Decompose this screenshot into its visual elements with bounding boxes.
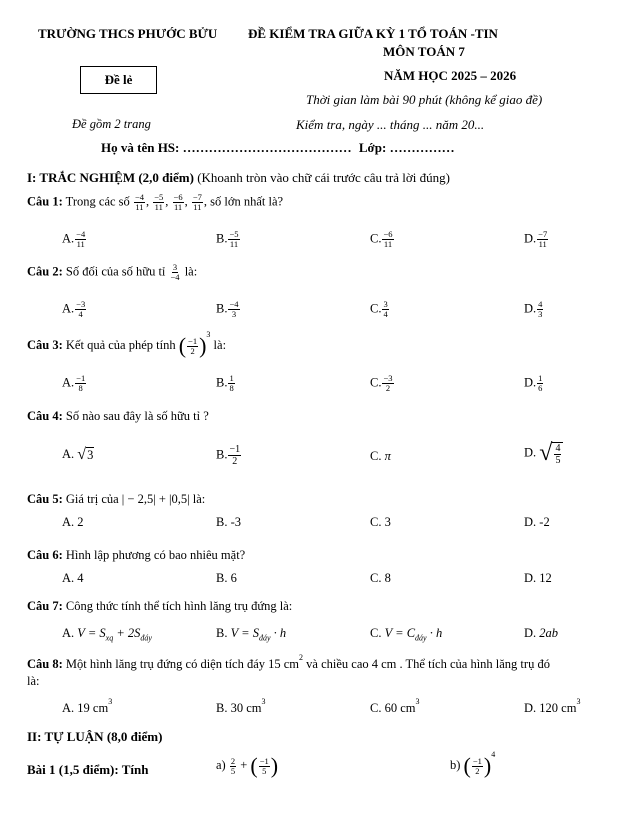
q8-text-end: là: [27, 674, 40, 688]
part1-instruction: (Khoanh tròn vào chữ cái trước câu trả lời đúng) [193, 170, 450, 185]
class-label: Lớp: [358, 140, 387, 155]
question-3: Câu 3: Kết quả của phép tính ( $\frac{-1}{2}$ )$^3$ là: [27, 330, 227, 358]
q1-frac-1: $\frac{-4}{11}$ [134, 192, 144, 212]
exam-title: ĐỀ KIỂM TRA GIỮA KỲ 1 TỔ TOÁN -TIN [248, 26, 498, 41]
q3-option-c[interactable]: C. $\frac{-3}{2}$ [370, 373, 393, 393]
q5-label: Câu 5: [27, 492, 63, 506]
q4-label: Câu 4: [27, 409, 63, 423]
q1-frac-3: $\frac{-6}{11}$ [173, 192, 183, 212]
bai1-label: Bài 1 (1,5 điểm): Tính [27, 762, 149, 777]
subject: MÔN TOÁN 7 [383, 44, 465, 59]
question-6 [27, 548, 245, 563]
q7-option-d[interactable]: D. 2ab [524, 626, 559, 640]
part2-title: II: TỰ LUẬN (8,0 điểm) [27, 729, 163, 744]
bai1-part-b: b) ( $\frac{-1}{2}$ )$^4$ [450, 750, 496, 778]
q5-option-c[interactable]: C. 3 [370, 515, 391, 529]
q7-option-c[interactable]: C. $V = C_{đáy} \cdot h$ [370, 626, 443, 643]
q3-option-b[interactable]: B. $\frac{1}{8}$ [216, 373, 234, 393]
q2-text-end: là: [181, 264, 198, 279]
q6-text: Hình lập phương có bao nhiêu mặt? [62, 548, 246, 562]
name-label: Họ và tên HS: [101, 140, 180, 155]
q2-option-d[interactable]: D. $\frac{4}{3}$ [524, 299, 543, 319]
q8-label: Câu 8: [27, 657, 63, 671]
q1-label: Câu 1: [27, 194, 63, 209]
q6-label: Câu 6: [27, 548, 63, 562]
q7-option-a[interactable]: A. $V = S_{xq} + 2S_{đáy}$ [62, 626, 152, 643]
question-4 [27, 409, 209, 424]
q4-option-d[interactable]: D. √ $\frac{4}{5}$ [524, 440, 563, 467]
exam-code: Đề lẻ [104, 72, 133, 87]
q6-option-b[interactable]: B. 6 [216, 571, 237, 585]
duration: Thời gian làm bài 90 phút (không kể giao đề) [306, 92, 543, 107]
question-1: Câu 1: Trong các số $\frac{-4}{11}$ , $\frac{-5}{11}$ , $\frac{-6}{11}$ , $\frac{-7}{11}$ , số lớn nhất là? [27, 192, 284, 212]
q5-option-d[interactable]: D. -2 [524, 515, 550, 529]
date-line: Kiểm tra, ngày ... tháng ... năm 20... [296, 117, 485, 132]
name-dots: ………………………………… [182, 140, 352, 155]
q3-frac: $\frac{-1}{2}$ [188, 335, 198, 356]
q5-option-a[interactable]: A. 2 [62, 515, 84, 529]
q4-option-b[interactable]: B. $\frac{-1}{2}$ [216, 444, 241, 467]
q2-option-a[interactable]: A. $\frac{-3}{4}$ [62, 299, 86, 319]
q1-text: Trong các số [62, 194, 133, 209]
page-count: Đề gồm 2 trang [72, 117, 151, 131]
exam-code-box [80, 66, 157, 94]
question-2 [27, 263, 197, 282]
q1-frac-2: $\frac{-5}{11}$ [154, 192, 164, 212]
q6-option-a[interactable]: A. 4 [62, 571, 84, 585]
q7-option-b[interactable]: B. $V = S_{đáy} \cdot h$ [216, 626, 287, 643]
q6-option-d[interactable]: D. 12 [524, 571, 552, 585]
q1-text-end: , số lớn nhất là? [203, 194, 284, 209]
q5-option-b[interactable]: B. -3 [216, 515, 241, 529]
class-dots: …………… [389, 140, 455, 155]
school-name: TRƯỜNG THCS PHƯỚC BỬU [38, 26, 218, 41]
part1-title: I: TRẮC NGHIỆM (2,0 điểm) [27, 170, 194, 185]
q8-text: Một hình lăng trụ đứng có diện tích đáy 15 cm [62, 657, 300, 671]
q2-label: Câu 2: [27, 264, 63, 279]
q1-option-b[interactable]: B. $\frac{-5}{11}$ [216, 229, 239, 249]
q1-option-a[interactable]: A. $\frac{-4}{11}$ [62, 229, 86, 249]
question-8: Câu 8: Một hình lăng trụ đứng có diện tích đáy 15 $cm^2$ và chiều cao 4 cm . Thể tích của hình lăng trụ đó [27, 653, 550, 671]
q3-text-end: là: [210, 337, 227, 352]
q1-option-d[interactable]: D. $\frac{-7}{11}$ [524, 229, 548, 249]
bai1-part-a: a) $\frac{2}{5}$ + ( $\frac{-1}{5}$ ) [216, 753, 279, 778]
school-year: NĂM HỌC 2025 – 2026 [384, 68, 517, 83]
part1-heading [27, 170, 450, 186]
q7-text: Công thức tính thể tích hình lăng trụ đứng là: [62, 599, 293, 613]
question-5 [27, 492, 205, 507]
q4-text: Số nào sau đây là số hữu tỉ ? [62, 409, 209, 423]
question-7 [27, 599, 292, 614]
q1-option-c[interactable]: C. $\frac{-6}{11}$ [370, 229, 393, 249]
q8-option-a[interactable]: A. 19 $cm^3$ [62, 697, 113, 715]
q3-exponent: 3 [206, 330, 211, 339]
q5-text: Giá trị của | − 2,5| + |0,5| là: [62, 492, 206, 506]
q8-option-d[interactable]: D. 120 $cm^3$ [524, 697, 581, 715]
q8-option-b[interactable]: B. 30 $cm^3$ [216, 697, 266, 715]
q6-option-c[interactable]: C. 8 [370, 571, 391, 585]
q2-option-c[interactable]: C. $\frac{3}{4}$ [370, 299, 388, 319]
q2-text: Số đối của số hữu tỉ [62, 264, 169, 279]
q4-option-c[interactable]: C. π [370, 449, 391, 463]
q8-text-cont: và chiều cao 4 cm . Thể tích của hình lăng trụ đó [303, 657, 550, 671]
q4-option-a[interactable]: A. √ 3 [62, 446, 94, 463]
student-info [101, 140, 455, 156]
q7-label: Câu 7: [27, 599, 63, 613]
q2-option-b[interactable]: B. $\frac{-4}{3}$ [216, 299, 239, 319]
q3-option-a[interactable]: A. $\frac{-1}{8}$ [62, 373, 86, 393]
q3-option-d[interactable]: D. $\frac{1}{6}$ [524, 373, 543, 393]
q3-label: Câu 3: [27, 337, 63, 352]
q3-text: Kết quả của phép tính [62, 337, 179, 352]
q8-option-c[interactable]: C. 60 $cm^3$ [370, 697, 420, 715]
q1-frac-4: $\frac{-7}{11}$ [192, 192, 202, 212]
q2-frac: $\frac{3}{-4}$ [170, 262, 180, 282]
